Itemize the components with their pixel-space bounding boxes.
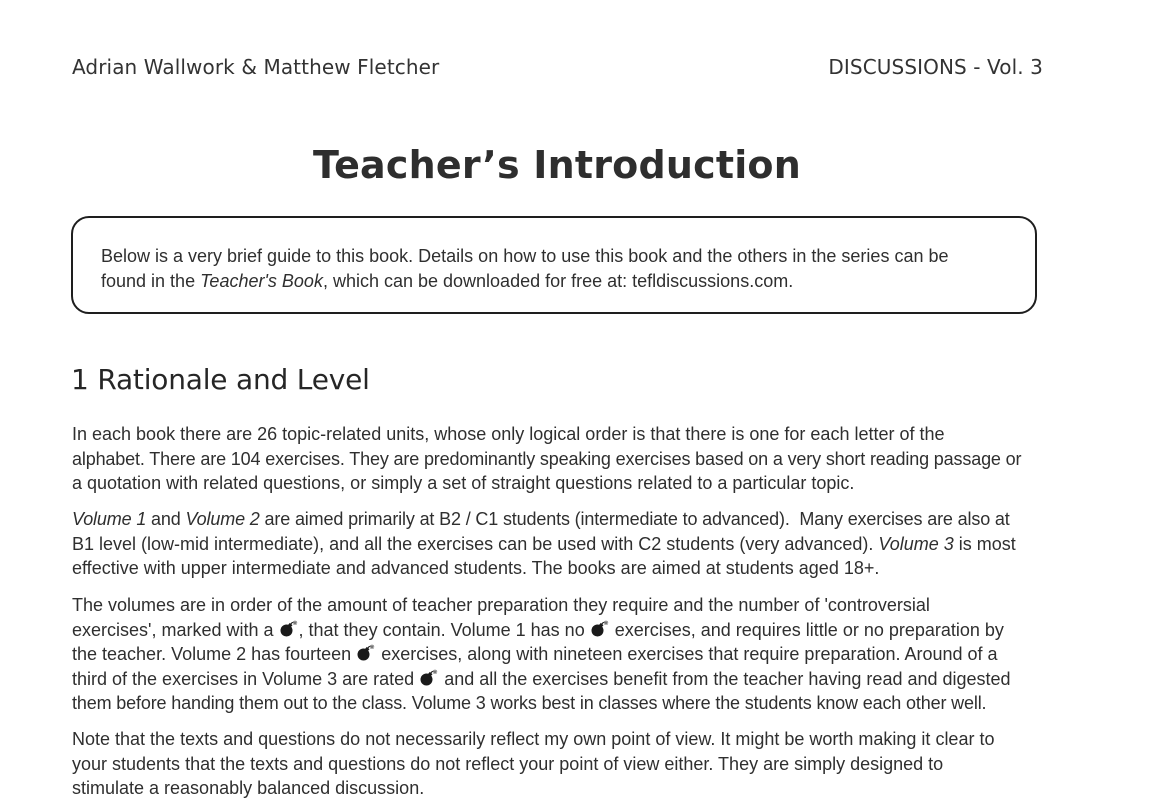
bomb-icon — [356, 644, 376, 662]
text-span: B1 level (low-mid intermediate), and all the exercises can be used with C2 students (very advanced). — [72, 533, 879, 554]
intro-line-2 — [101, 269, 1035, 294]
text-span: is most — [953, 533, 1016, 554]
text-span: and all the exercises benefit from the teacher having read and digested — [439, 668, 1011, 689]
text-span: are aimed primarily at B2 / C1 students (intermediate to advanced). Many exercises are also at — [259, 509, 1010, 529]
paragraph-units — [72, 422, 1021, 496]
text-line — [72, 532, 1016, 557]
paragraph-disclaimer — [72, 727, 994, 801]
volume-1-ref: Volume 1 — [72, 509, 147, 529]
text-line — [72, 667, 1011, 692]
text-line: stimulate a reasonably balanced discussion. — [72, 778, 425, 798]
text-line: alphabet. There are 104 exercises. They are predominantly speaking exercises based on a very short reading passage or — [72, 448, 1022, 469]
text-line: The volumes are in order of the amount of teacher preparation they require and the number of 'controversial — [72, 595, 930, 615]
text-line: them before handing them out to the class. Volume 3 works best in classes where the students know each other well. — [72, 693, 987, 713]
volume-3-ref: Volume 3 — [878, 533, 954, 554]
page-title: Teacher’s Introduction — [313, 143, 801, 187]
bomb-icon — [590, 620, 610, 638]
paragraph-controversial — [72, 593, 1011, 716]
text-line — [72, 507, 1016, 532]
teachers-book-title: Teacher's Book — [200, 270, 323, 291]
text-span: exercises, and requires little or no preparation by — [609, 619, 1004, 640]
bomb-icon — [419, 669, 439, 687]
intro-text: found in the — [101, 270, 201, 291]
text-span: and — [146, 509, 186, 529]
text-span: exercises', marked with a — [72, 619, 279, 640]
intro-text: , which can be downloaded for free at: tefldiscussions.com. — [322, 270, 794, 291]
text-span: third of the exercises in Volume 3 are rated — [72, 668, 420, 689]
text-span: , that they contain. Volume 1 has no — [298, 619, 590, 640]
text-line: a quotation with related questions, or simply a set of straight questions related to a particular topic. — [72, 473, 855, 493]
running-head-series: DISCUSSIONS - Vol. 3 — [828, 55, 1043, 79]
intro-line-1: Below is a very brief guide to this book. Details on how to use this book and the others in the series can be — [101, 246, 949, 266]
volume-2-ref: Volume 2 — [185, 509, 260, 529]
running-head-authors: Adrian Wallwork & Matthew Fletcher — [72, 55, 440, 79]
text-line: your students that the texts and questions do not reflect your point of view either. They are simply designed to — [72, 753, 944, 774]
text-span: the teacher. Volume 2 has fourteen — [72, 644, 357, 664]
paragraph-levels — [72, 507, 1016, 581]
text-line: effective with upper intermediate and advanced students. The books are aimed at students aged 18+. — [72, 558, 880, 578]
text-line — [72, 618, 1011, 643]
text-line: Note that the texts and questions do not necessarily reflect my own point of view. It might be worth making it clear to — [72, 729, 995, 749]
intro-callout-box — [71, 216, 1037, 314]
bomb-icon — [279, 620, 299, 638]
text-line — [72, 642, 1011, 667]
section-heading: 1 Rationale and Level — [71, 363, 370, 396]
text-line: In each book there are 26 topic-related units, whose only logical order is that there is one for each letter of the — [72, 424, 945, 444]
text-span: exercises, along with nineteen exercises that require preparation. Around of a — [376, 644, 998, 664]
